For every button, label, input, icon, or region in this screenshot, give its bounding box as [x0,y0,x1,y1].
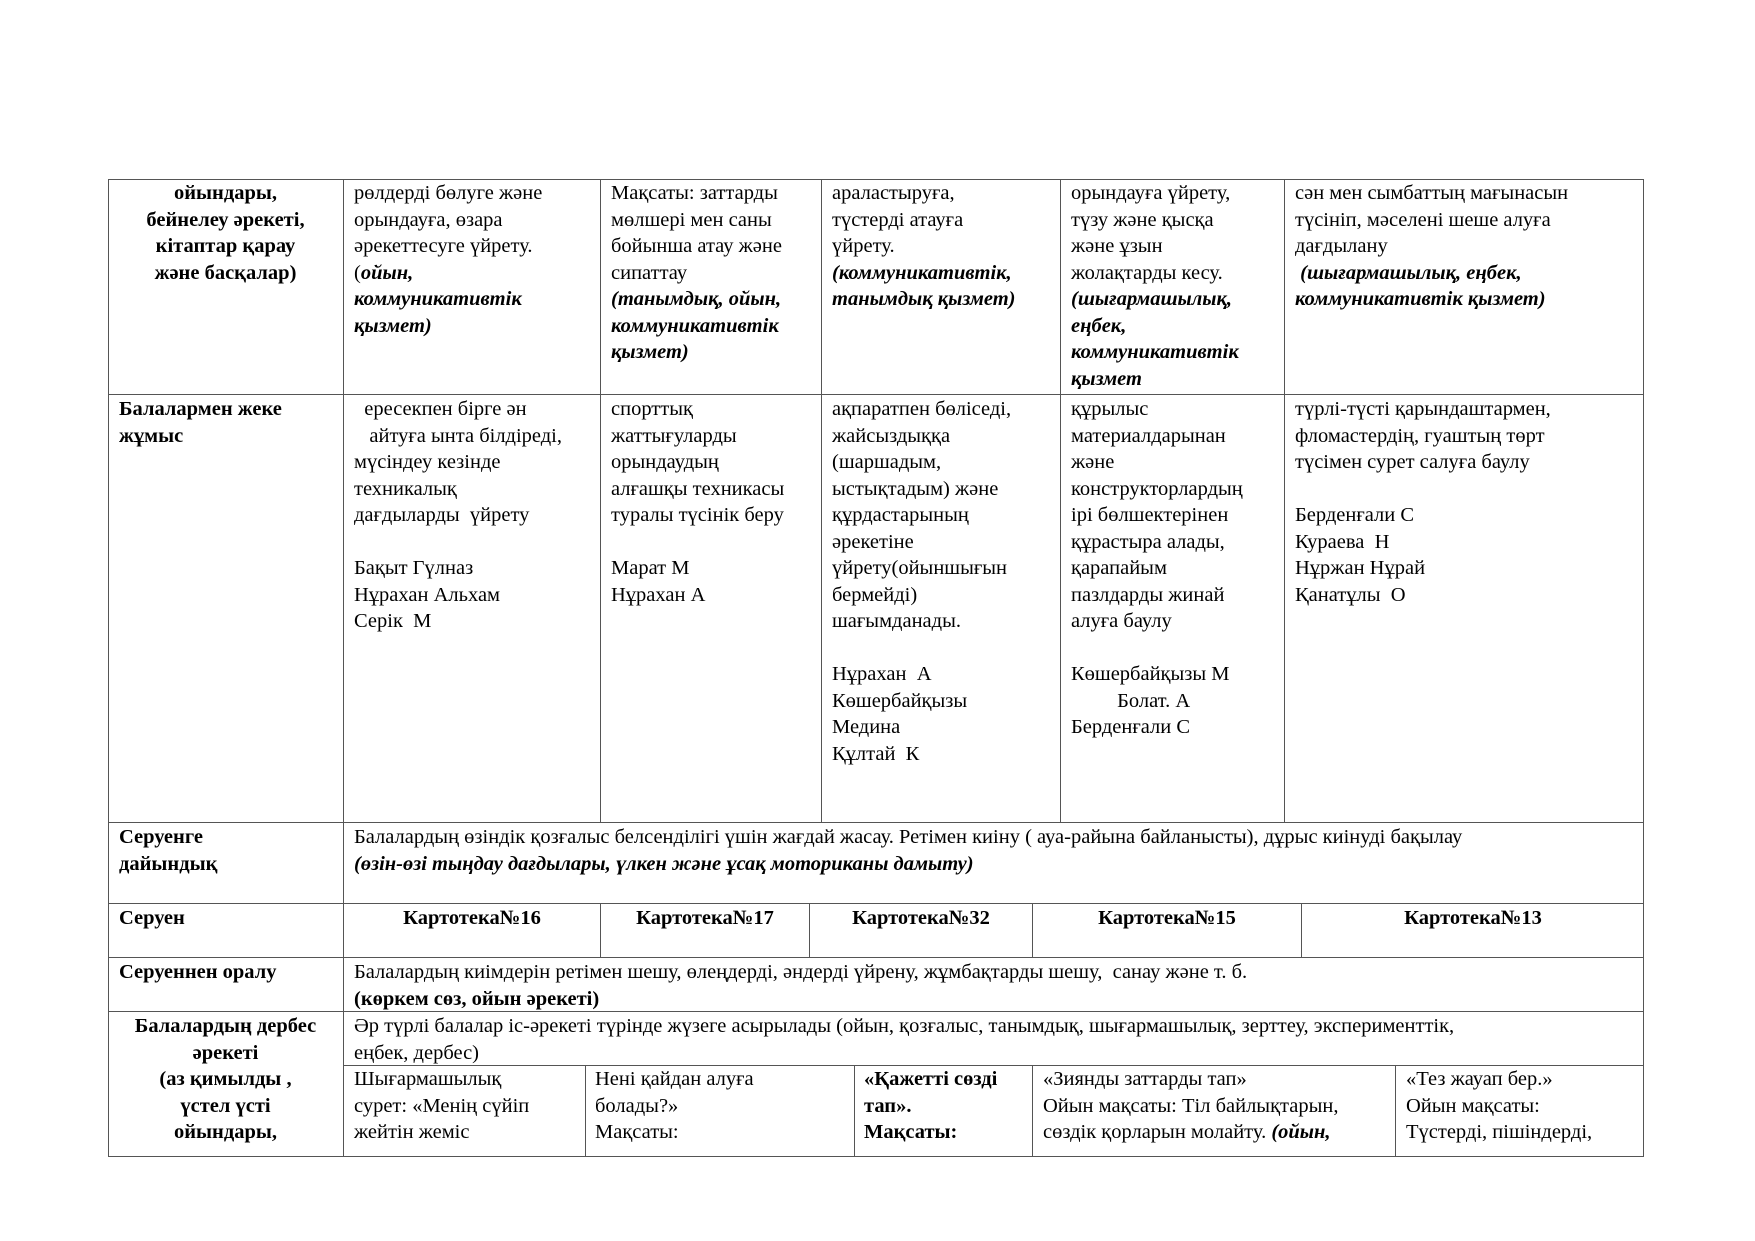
row-divider [108,394,1644,395]
text-line: қарапайым [1071,557,1167,579]
column-divider [585,1065,586,1157]
column-divider [1284,179,1285,822]
child-name: Көшербайқызы [832,689,968,712]
text-line: үйрету(ойыншығын [832,557,1008,579]
text-line: Мақсаты: [595,1121,679,1143]
text-line: ақпаратпен бөліседі, [832,398,1012,420]
cell-independent-wed [864,1066,1030,1146]
label-line: (аз қимылды , [159,1068,292,1090]
text-line: сән мен сымбаттың мағынасын [1295,182,1569,204]
text-line: тап». [864,1094,912,1117]
cell-activities-tue [611,180,819,366]
text-line: Мақсаты: [864,1121,958,1143]
card-label: Картотека№15 [1098,907,1236,929]
activity-tag: еңбек, [1071,314,1127,337]
cell-independent-tue [595,1066,852,1146]
text-line: құрдастарының [832,504,969,526]
text-line: сипаттау [611,261,688,284]
text-line: ересекпен бірге ән [354,398,527,420]
label-line: Балалардың дербес [134,1015,317,1037]
text-line: Әр түрлі балалар іс-әрекеті түрінде жүзеге асырылады (ойын, қозғалыс, танымдық, шығармашылық, зерттеу, эксперименттік, [354,1015,1455,1037]
label-line: Серуеннен оралу [119,961,277,983]
card-label: Картотека№13 [1404,907,1542,929]
row-label-independent [110,1013,341,1146]
activity-tag: қызмет [1071,367,1142,390]
card-file-thu [1033,905,1301,932]
card-file-fri [1302,905,1644,932]
cell-activities-wed [832,180,1058,313]
activity-tag: (өзін-өзі тыңдау дағдылары, үлкен және ұсақ моториканы дамыту) [354,852,974,875]
text-line: рөлдерді бөлуге және [354,182,543,204]
cell-return [354,959,1642,1012]
row-label-walk [119,905,341,932]
label-line: бейнелеу әрекеті, [146,208,305,231]
text-line: «Тез жауап бер.» [1406,1068,1553,1090]
text-line: орындауға үйрету, [1071,182,1231,204]
row-divider [108,957,1644,958]
text-line: бермейді) [832,583,918,606]
tag-prefix: ( [354,261,361,284]
text-line: пазлдарды жинай [1071,583,1225,606]
child-name: Болат. А [1071,689,1191,712]
text-line: ыстықтадым) және [832,477,999,500]
activity-tag: қызмет) [611,341,689,363]
cell-activities-thu [1071,180,1282,392]
activity-tag: (ойын, [1271,1121,1331,1143]
child-name: Қанатұлы О [1295,583,1406,606]
text-line: алуға баулу [1071,610,1172,632]
activity-tag: коммуникативтік [1071,341,1239,363]
text-line: (шаршадым, [832,451,942,473]
activity-tag: (көркем сөз, ойын әрекеті) [354,987,600,1010]
text-line: болады?» [595,1094,679,1117]
label-line: Серуен [119,907,185,929]
text-line: дағдыларды үйрету [354,504,530,526]
text-line: дағдылану [1295,235,1388,257]
cell-independent-intro [354,1013,1642,1066]
text-line: әрекетіне [832,530,914,553]
child-name: Көшербайқызы М [1071,663,1230,685]
child-name: Серік М [354,610,432,632]
activity-tag: танымдық қызмет) [832,288,1016,310]
child-name: Нұрахан А [611,583,706,606]
label-line: Балалармен жеке [119,398,282,420]
text-line: орындаудың [611,451,719,473]
cell-independent-fri [1406,1066,1642,1146]
text-line: Балалардың өзіндік қозғалыс белсенділігі үшін жағдай жасау. Ретімен киіну ( ауа-райына байланысты), дұрыс киінуді бақылау [354,826,1463,848]
card-label: Картотека№32 [852,907,990,929]
label-line: үстел үсті [180,1094,271,1117]
column-divider [821,179,822,822]
column-divider [1060,179,1061,822]
text-line: түсімен сурет салуға баулу [1295,451,1530,473]
child-name: Медина [832,716,901,738]
label-line: дайындық [119,852,218,875]
row-label-return [119,959,341,986]
text-line: жайсыздыққа [832,424,951,447]
label-line: ойындары, [173,1121,278,1143]
label-line: ойындары, [173,182,278,204]
activity-tag: коммуникативтік [611,314,779,337]
text-line: түзу және қысқа [1071,208,1214,231]
text-line: Мақсаты: заттарды [611,182,778,204]
text-line: конструкторлардың [1071,477,1243,500]
text-line: «Зиянды заттарды тап» [1043,1068,1247,1090]
text-line: түрлі-түсті қарындаштармен, [1295,398,1551,420]
cell-individual-tue [611,396,819,608]
label-line: кітаптар қарау [155,235,296,257]
label-line: Серуенге [119,826,203,848]
text-line: сөздік қорларын молайту. [1043,1121,1272,1143]
text-line: ірі бөлшектерінен [1071,504,1229,526]
row-label-individual [119,396,341,449]
child-name: Құлтай К [832,742,920,765]
text-line: материалдарынан [1071,424,1226,447]
cell-independent-thu [1043,1066,1393,1146]
cell-activities-mon [354,180,598,339]
row-label-activities [110,180,341,286]
child-name: Марат М [611,557,690,579]
activity-tag: (танымдық, ойын, [611,288,782,310]
text-line: құрылыс [1071,398,1149,420]
row-divider [108,903,1644,904]
text-line: орындауға, өзара [354,208,503,231]
activity-tag: қызмет) [354,314,432,337]
column-divider [343,179,344,1157]
card-file-mon [344,905,600,932]
text-line: мөлшері мен саны [611,208,772,231]
child-name: Бақыт Гүлназ [354,557,474,579]
activity-tag: (шығармашылық, [1071,288,1233,310]
text-line: алғашқы техникасы [611,477,785,500]
text-line: Балалардың киімдерін ретімен шешу, өлеңдерді, әндерді үйрену, жұмбақтарды шешу, санау және т. б. [354,961,1248,983]
row-divider [108,822,1644,823]
card-label: Картотека№16 [403,907,541,929]
text-line: туралы түсінік беру [611,504,784,526]
child-name: Нұрахан Альхам [354,583,501,606]
child-name: Кураева Н [1295,530,1390,553]
activity-tag: ойын, [360,261,414,284]
activity-tag: (шығармашылық, еңбек, [1295,261,1522,284]
column-divider [854,1065,855,1157]
cell-individual-wed [832,396,1058,767]
text-line: жолақтарды кесу. [1071,261,1223,284]
activity-tag: коммуникативтік [354,288,522,310]
column-divider [1032,1065,1033,1157]
text-line: Ойын мақсаты: [1406,1094,1540,1117]
text-line: мүсіндеу кезінде [354,451,501,473]
label-line: әрекеті [192,1041,259,1064]
activity-tag: коммуникативтік қызмет) [1295,288,1546,310]
cell-activities-fri [1295,180,1642,313]
text-line: және [1071,451,1115,473]
text-line: Нені қайдан алуға [595,1068,754,1090]
label-line: жұмыс [119,424,184,447]
text-line: түсініп, мәселені шеше алуға [1295,208,1551,231]
cell-individual-mon [354,396,598,635]
card-file-tue [601,905,809,932]
child-name: Нұрахан А [832,663,932,685]
text-line: спорттық [611,398,693,420]
text-line: Түстерді, пішіндерді, [1406,1121,1593,1143]
text-line: Шығармашылық [354,1068,502,1090]
text-line: түстерді атауға [832,208,964,231]
card-file-wed [810,905,1032,932]
column-divider [600,179,601,822]
cell-individual-thu [1071,396,1282,741]
cell-independent-mon [354,1066,583,1146]
child-name: Берденғали С [1295,504,1415,526]
text-line: және ұзын [1071,235,1163,257]
cell-individual-fri [1295,396,1642,608]
text-line: еңбек, дербес) [354,1041,480,1064]
column-divider [1395,1065,1396,1157]
text-line: әрекеттесуге үйрету. [354,235,533,257]
text-line: «Қажетті сөзді [864,1068,998,1090]
text-line: сурет: «Менің сүйіп [354,1094,530,1117]
text-line: жаттығуларды [611,424,737,447]
text-line: фломастердің, гуаштың төрт [1295,424,1545,447]
text-line: Ойын мақсаты: Тіл байлықтарын, [1043,1094,1339,1117]
row-label-walk-prep [119,824,341,877]
card-label: Картотека№17 [636,907,774,929]
text-line: техникалық [354,477,457,500]
text-line: бойынша атау және [611,235,782,257]
text-line: үйрету. [832,235,895,257]
label-line: және басқалар) [154,261,297,284]
text-line: құрастыра алады, [1071,530,1225,553]
text-line: жейтін жеміс [354,1121,470,1143]
cell-walk-prep [354,824,1642,877]
activity-tag: (коммуникативтік, [832,261,1012,284]
text-line: айтуға ынта білдіреді, [354,424,563,447]
text-line: араластыруға, [832,182,955,204]
text-line: шағымданады. [832,610,961,632]
child-name: Берденғали С [1071,716,1191,738]
child-name: Нұржан Нұрай [1295,557,1426,579]
